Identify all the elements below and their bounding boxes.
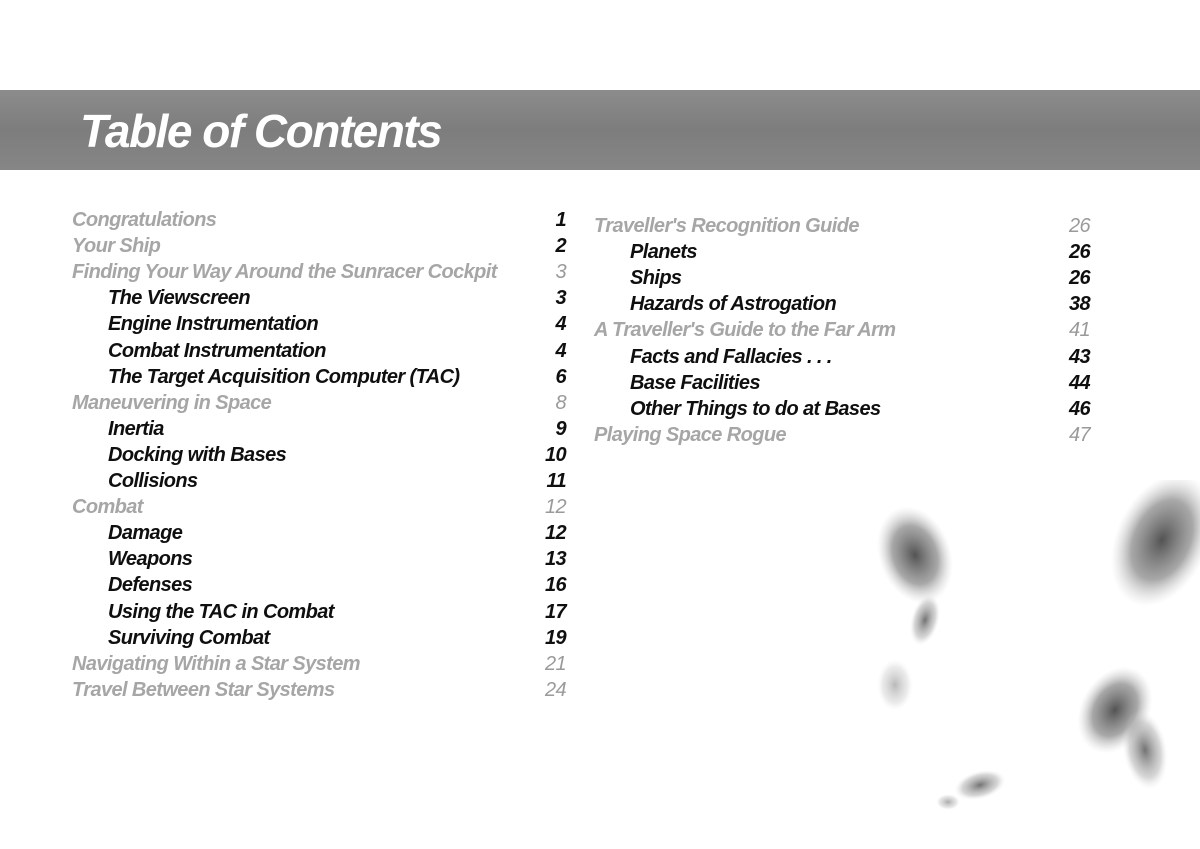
toc-entry-page-number: 8 [555,391,566,414]
toc-entry-title: Damage [108,522,183,545]
toc-entry-title: The Target Acquisition Computer (TAC) [108,365,460,388]
toc-entry[interactable] [594,317,1090,343]
toc-entry[interactable] [108,572,566,598]
toc-entry-page-number: 4 [555,313,566,336]
toc-entry-title: Surviving Combat [108,626,270,649]
toc-entry-title: Hazards of Astrogation [630,293,837,316]
toc-entry[interactable] [72,651,566,677]
toc-entry[interactable] [72,390,566,416]
toc-entry-title: Inertia [108,417,164,440]
toc-entry-page-number: 16 [544,574,566,597]
toc-entry-page-number: 10 [544,443,566,466]
toc-entry-title: Engine Instrumentation [108,313,319,336]
toc-entry-page-number: 38 [1068,293,1090,316]
toc-entry-title: Navigating Within a Star System [72,652,360,675]
toc-entry[interactable] [108,442,566,468]
toc-entry-page-number: 41 [1068,319,1090,342]
toc-entry-title: Defenses [108,574,193,597]
toc-entry[interactable] [108,520,566,546]
page-title: Table of Contents [80,105,442,157]
toc-entry-title: Finding Your Way Around the Sunracer Cockpit [72,261,497,284]
toc-entry[interactable] [630,370,1090,396]
toc-entry-page-number: 9 [555,417,566,440]
toc-entry[interactable] [108,311,566,337]
toc-entry[interactable] [108,338,566,364]
toc-entry-page-number: 12 [544,522,566,545]
toc-entry[interactable] [72,677,566,703]
toc-entry-page-number: 24 [544,678,566,701]
toc-entry-page-number: 2 [555,235,566,258]
toc-entry-title: Facts and Fallacies . . . [630,345,832,368]
toc-entry[interactable] [108,285,566,311]
toc-entry-page-number: 19 [544,626,566,649]
toc-entry-page-number: 3 [555,287,566,310]
toc-entry-page-number: 12 [544,496,566,519]
toc-entry-page-number: 26 [1068,267,1090,290]
toc-entry-page-number: 26 [1068,215,1090,237]
toc-entry-title: Traveller's Recognition Guide [594,215,859,237]
toc-entry[interactable] [108,546,566,572]
toc-entry-page-number: 1 [555,209,566,231]
toc-entry-title: Ships [630,267,682,290]
toc-entry[interactable] [594,422,1090,448]
toc-entry-title: Your Ship [72,235,161,258]
toc-entry-title: Combat Instrumentation [108,339,326,362]
toc-entry-title: Base Facilities [630,371,760,394]
toc-entry-page-number: 46 [1068,397,1090,420]
toc-entry-page-number: 17 [544,600,566,623]
toc-entry[interactable] [72,207,566,233]
toc-entry-title: Maneuvering in Space [72,391,272,414]
toc-entry-title: Planets [630,241,697,264]
toc-entry[interactable] [108,599,566,625]
toc-entry-title: Using the TAC in Combat [108,600,334,623]
toc-entry-page-number: 44 [1068,371,1090,394]
toc-entry[interactable] [108,468,566,494]
toc-entry-page-number: 21 [544,652,566,675]
toc-entry-title: Congratulations [72,209,217,231]
toc-entry[interactable] [594,213,1090,239]
title-banner [0,90,1200,170]
toc-entry-page-number: 13 [544,548,566,571]
toc-entry-title: The Viewscreen [108,287,251,310]
toc-entry-page-number: 6 [555,365,566,388]
toc-entry-title: Playing Space Rogue [594,423,786,446]
toc-entry-title: Docking with Bases [108,443,287,466]
toc-entry-title: A Traveller's Guide to the Far Arm [594,319,896,342]
toc-entry[interactable] [630,291,1090,317]
toc-entry-title: Other Things to do at Bases [630,397,881,420]
toc-entry-page-number: 11 [546,470,566,492]
toc-entry[interactable] [72,233,566,259]
toc-entry-page-number: 3 [555,261,566,284]
toc-entry-title: Combat [72,496,143,519]
toc-entry[interactable] [108,625,566,651]
toc-entry-page-number: 26 [1068,241,1090,264]
decorative-smudge-art [840,480,1200,849]
toc-entry[interactable] [630,239,1090,265]
toc-entry[interactable] [72,494,566,520]
toc-entry[interactable] [630,265,1090,291]
toc-entry[interactable] [630,344,1090,370]
toc-entry-title: Weapons [108,548,193,571]
toc-entry-title: Collisions [108,470,198,492]
toc-entry[interactable] [72,259,566,285]
toc-entry[interactable] [108,416,566,442]
toc-entry-page-number: 43 [1068,345,1090,368]
toc-entry-title: Travel Between Star Systems [72,678,335,701]
toc-entry[interactable] [630,396,1090,422]
toc-entry-page-number: 47 [1068,423,1090,446]
toc-entry[interactable] [108,364,566,390]
toc-entry-page-number: 4 [555,339,566,362]
